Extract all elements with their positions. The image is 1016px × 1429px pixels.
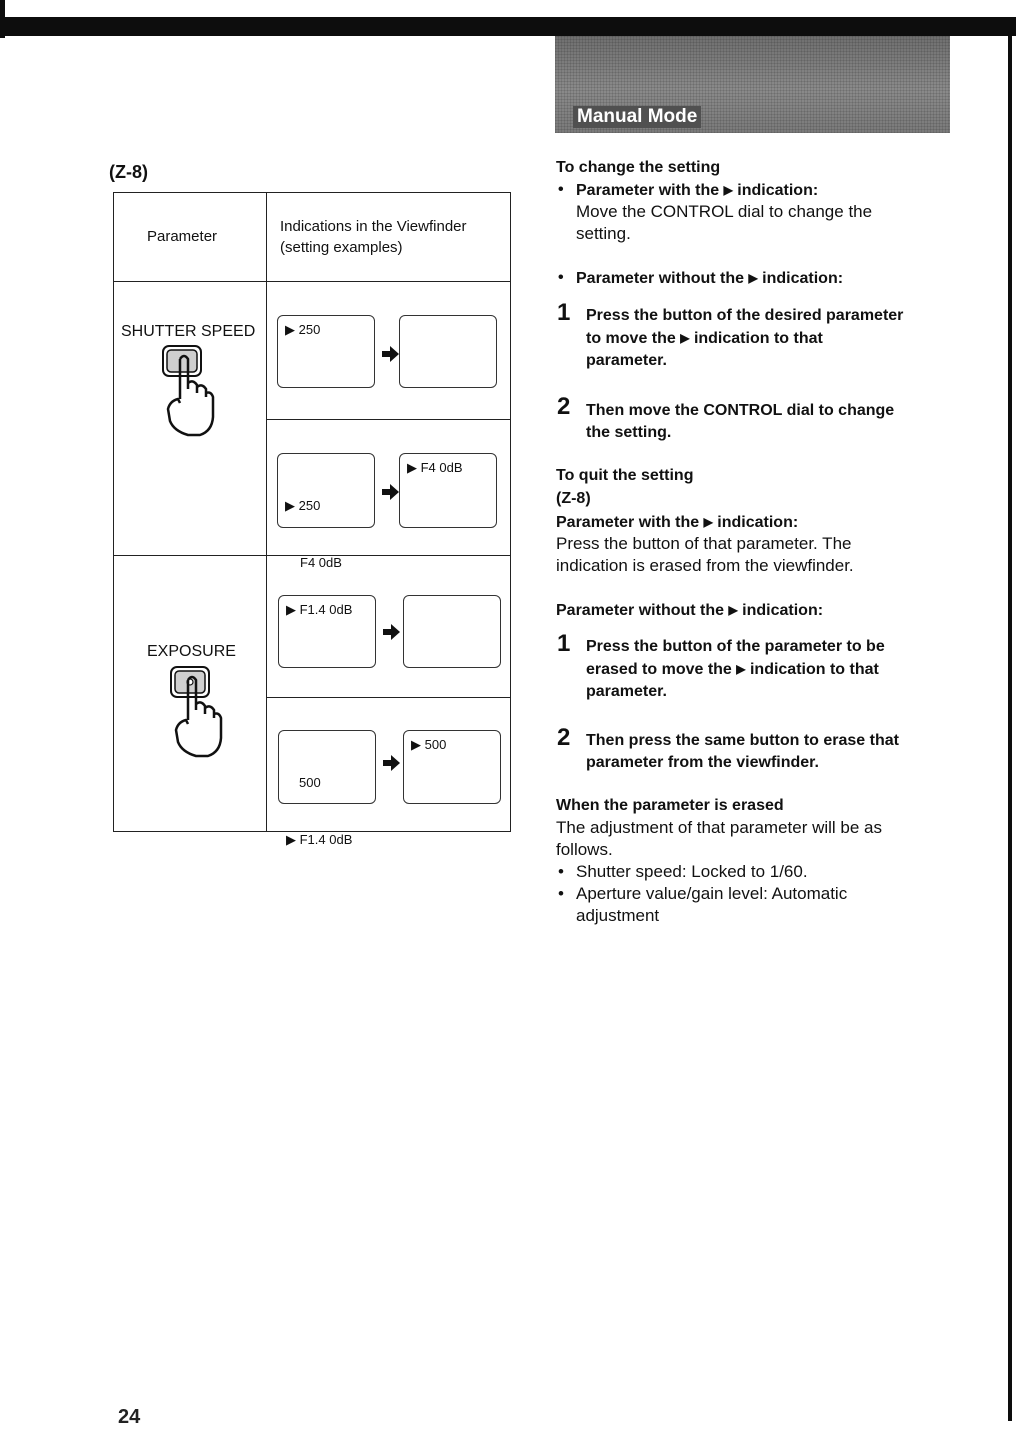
step-line: Press the button of the desired parameter [586,307,904,324]
table-divider [266,419,511,420]
change-step1 [586,305,903,372]
step-line: parameter from the viewfinder. [586,754,819,771]
erased-heading: When the parameter is erased [556,797,784,814]
play-triangle-icon: ▶ [736,662,746,676]
body-line: Press the button of that parameter. The [556,534,852,553]
body-line: adjustment [576,906,660,925]
viewfinder-after [403,595,501,668]
body-line: Move the CONTROL dial to change the [576,202,873,221]
body-line: follows. [556,840,613,859]
erased-item [576,883,847,927]
col2-header-line: (setting examples) [280,239,403,256]
change-without-label [576,267,843,290]
indication-text: indication: [737,182,819,199]
step-line: Then press the same button to erase that [586,732,899,749]
quit-step2 [586,730,899,774]
viewfinder-after: ▶ 500 [403,730,501,804]
step-line-part: indication to that [749,661,879,678]
body-line: indication is erased from the viewfinder. [556,556,854,575]
right-arrow-icon [381,622,401,642]
viewfinder-before [277,453,375,570]
quit-step1 [586,636,885,703]
viewfinder-before: ▶ F1.4 0dB [278,595,376,668]
section-header [555,36,950,133]
play-triangle-icon: ▶ [703,515,713,529]
body-line: setting. [576,224,631,243]
right-edge-bar [1008,30,1012,1421]
figure-label: (Z-8) [109,162,148,182]
step-line-part: to move the [586,330,676,347]
play-triangle-icon: ▶ [723,183,733,197]
quit-without-label [556,599,823,622]
change-step2 [586,400,894,444]
play-triangle-icon: ▶ [680,331,690,345]
col2-header-line: Indications in the Viewfinder [280,218,467,235]
quit-heading: To quit the setting [556,467,694,484]
step-line-part: erased to move the [586,661,732,678]
change-with-text: Parameter with the [576,182,720,199]
step-line: parameter. [586,683,667,700]
erased-body [556,817,882,861]
step-number: 1 [557,299,571,326]
right-arrow-icon [380,344,400,364]
body-line: The adjustment of that parameter will be as [556,818,882,837]
indication-text: indication: [717,514,799,531]
right-arrow-icon [380,482,400,502]
step-line: the setting. [586,424,672,441]
step-line: Press the button of the parameter to be [586,638,885,655]
table-divider [113,281,511,282]
change-with-body [576,201,872,245]
page-number: 24 [118,1406,141,1428]
top-rule [0,17,1016,36]
step-number: 2 [557,393,571,420]
change-with-label [576,179,818,202]
indication-text: indication: [762,270,844,287]
play-triangle-icon: ▶ [728,603,738,617]
viewfinder-line: ▶ 250 [285,498,321,513]
right-arrow-icon [381,753,401,773]
step-number: 1 [557,630,571,657]
finger-press-icon [168,664,232,760]
viewfinder-before [278,730,376,847]
step-line: Then move the CONTROL dial to change [586,402,895,419]
play-triangle-icon: ▶ [748,271,758,285]
viewfinder-line: F4 0dB [300,555,342,570]
step-line: parameter. [586,352,667,369]
change-without-text: Parameter without the [576,270,745,287]
finger-press-icon [160,343,224,439]
viewfinder-after [399,315,497,388]
viewfinder-line: ▶ F1.4 0dB [286,832,353,847]
body-line: • Aperture value/gain level: Automatic [576,884,848,903]
exposure-label: EXPOSURE [147,643,236,660]
step-line-part: indication to that [693,330,823,347]
quit-with-body [556,533,854,577]
col1-header: Parameter [147,228,218,245]
table-divider [266,697,511,698]
quit-reference: (Z-8) [556,490,591,507]
step-number: 2 [557,724,571,751]
section-title: Manual Mode [573,106,701,128]
erased-item: • Shutter speed: Locked to 1/60. [576,861,808,883]
shutter-speed-label: SHUTTER SPEED [121,323,256,340]
table-divider [266,192,267,832]
change-heading: To change the setting [556,159,721,176]
col2-header [280,216,467,258]
viewfinder-after: ▶ F4 0dB [399,453,497,528]
viewfinder-before: ▶ 250 [277,315,375,388]
quit-without-text: Parameter without the [556,602,725,619]
quit-with-label [556,511,798,534]
viewfinder-line: 500 [299,775,321,790]
indication-text: indication: [742,602,824,619]
quit-with-text: Parameter with the [556,514,700,531]
